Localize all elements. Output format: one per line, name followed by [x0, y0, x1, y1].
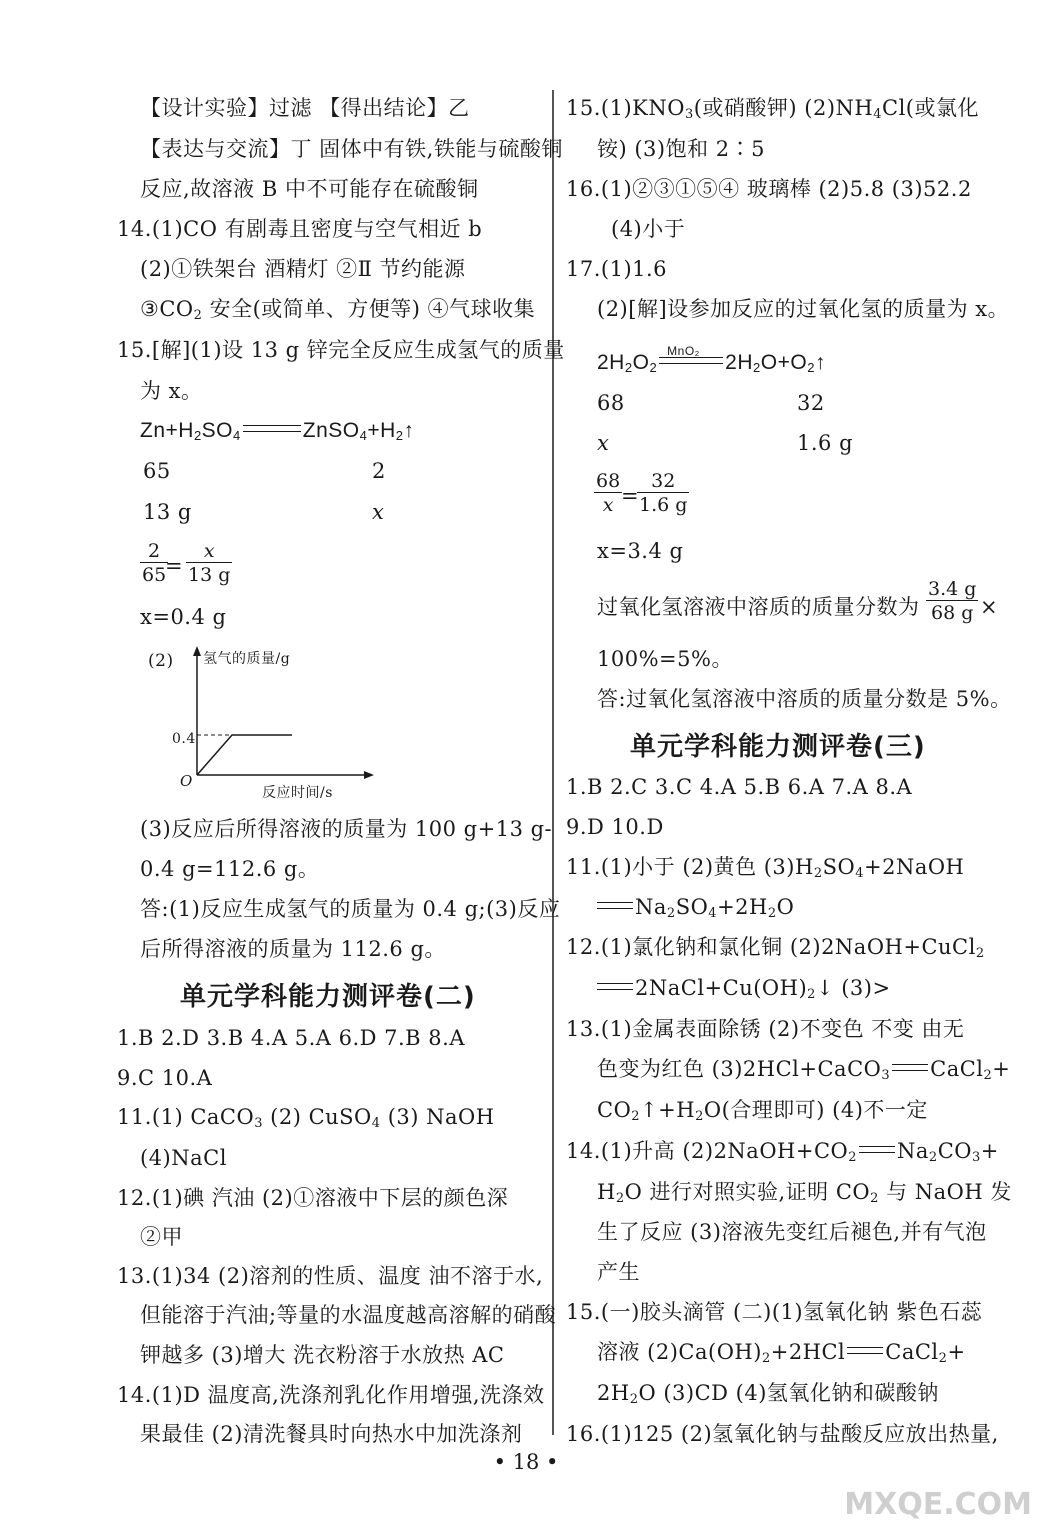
graph-label: (2): [148, 651, 174, 671]
equals-sign: [597, 983, 633, 990]
fraction-68-x: $\frac{68}{x}$: [596, 470, 621, 516]
unknown-x-right: x: [597, 431, 610, 455]
r17-line-2: (2)[解]设参加反应的过氧化氢的质量为 x。: [597, 297, 1010, 321]
q15-3-line-1: (3)反应后所得溶液的质量为 100 g+13 g-: [140, 817, 553, 841]
r16-line-1: 16.(1)②③①⑤④ 玻璃棒 (2)5.8 (3)52.2: [566, 177, 972, 201]
r12-line-2: $2NaCl+Cu(OH)_2↓$ (3)>: [597, 975, 891, 1008]
equals-sign: [243, 425, 301, 432]
r15-line-1: $15.(1)KNO_3$(或硝酸钾) $(2)NH_4Cl$(或氯化: [566, 96, 979, 122]
q11-line-2: (4)NaCl: [140, 1146, 227, 1170]
r16-line-2: (4)小于: [611, 217, 686, 241]
section-heading-3: 单元学科能力测评卷(三): [630, 732, 926, 762]
r13-line-2: 色变为红色 (3)2HCl+CaCO$_3$ CaCl$_2$+: [597, 1057, 1011, 1083]
q12-line-2: ②甲: [140, 1225, 183, 1249]
fraction-2-65: $\frac{2}{65}$: [142, 540, 167, 586]
equals-right: =: [621, 484, 640, 508]
q15-3-line-2: 0.4 g=112.6 g。: [140, 857, 320, 881]
y-axis-arrow: [193, 646, 201, 656]
mass-16g: 1.6 g: [797, 431, 854, 455]
mc3-answers-2: 9.D 10.D: [566, 815, 664, 839]
q13-line-1: 13.(1)34 (2)溶剂的性质、温度 油不溶于水,: [117, 1264, 544, 1288]
expression-line-2: 反应,故溶液 B 中不可能存在硫酸铜: [140, 177, 479, 201]
fraction-32-16g: $\frac{32}{1.6 g}$: [639, 470, 688, 516]
r11-line-2: $Na_2SO_4+2H_2O$: [597, 894, 794, 927]
q14-line-3: $③CO_2$ 安全(或简单、方便等) ④气球收集: [140, 297, 536, 323]
q15-line-1: 15.[解](1)设 13 g 锌完全反应生成氢气的质量: [117, 338, 565, 362]
r14-line-3: 生了反应 (3)溶液先变红后褪色,并有气泡: [597, 1220, 987, 1244]
catalyst-equals: MnO₂: [659, 357, 723, 364]
q14b-line-2: 果最佳 (2)清洗餐具时向热水中加洗涤剂: [140, 1422, 523, 1446]
r11-line-1: 11.(1)小于 (2)黄色 $(3)H_2SO_4+2NaOH$: [566, 855, 965, 881]
column-divider: [552, 90, 554, 1435]
q12-line-1: 12.(1)碘 汽油 (2)①溶液中下层的颜色深: [117, 1186, 509, 1210]
answer-line-1: 答:(1)反应生成氢气的质量为 0.4 g;(3)反应: [140, 897, 561, 921]
equals-sign: [859, 1146, 895, 1153]
graph-x-label: 反应时间/s: [262, 785, 333, 801]
r13-line-3: $CO_2↑+H_2O$(合理即可) (4)不一定: [597, 1098, 928, 1124]
q14-line-1: 14.(1)CO 有剧毒且密度与空气相近 b: [117, 217, 483, 241]
equals-sign: [597, 902, 633, 909]
mc3-answers-1: 1.B 2.C 3.C 4.A 5.B 6.A 7.A 8.A: [566, 775, 913, 799]
percent-result: 100%=5%。: [597, 647, 733, 671]
q11-line: 11.(1) CaCO$_3$ (2) CuSO$_4$ (3) NaOH: [117, 1105, 495, 1131]
zinc-equation: $Zn+H_2SO_4$ $ZnSO_4+H_2↑$: [140, 419, 415, 443]
percent-line: 过氧化氢溶液中溶质的质量分数为: [597, 595, 920, 619]
q14b-line-1: 14.(1)D 温度高,洗涤剂乳化作用增强,洗涤效: [117, 1383, 545, 1407]
ratio-2: 2: [372, 459, 386, 483]
fraction-34g-68g: $\frac{3.4 g}{68 g}$: [928, 578, 977, 624]
ratio-65: 65: [143, 459, 171, 483]
mass-13g: 13 g: [143, 500, 192, 524]
r15b-line-1: 15.(一)胶头滴管 (二)(1)氢氧化钠 紫色石蕊: [566, 1300, 983, 1324]
answer-line-2: 后所得溶液的质量为 112.6 g。: [140, 937, 446, 961]
r14-line-1: 14.(1)升高 $(2)2NaOH+CO_2$ $Na_2CO_3+$: [566, 1139, 999, 1165]
graph-y-label: 氢气的质量/g: [203, 651, 291, 667]
result-x: x=0.4 g: [140, 605, 227, 629]
r12-line-1: 12.(1)氯化钠和氯化铜 (2)2NaOH+CuCl$_2$: [566, 935, 985, 961]
q15-line-2: 为 x。: [140, 379, 203, 403]
unknown-x: x: [372, 500, 385, 524]
q14-line-2: (2)①铁架台 酒精灯 ②Ⅱ 节约能源: [140, 257, 466, 281]
graph-tick-04: 0.4: [172, 731, 196, 747]
r15b-line-3: $2H_2O$ (3)CD (4)氢氧化钠和碳酸钠: [597, 1381, 939, 1407]
q13-line-2: 但能溶于汽油;等量的水温度越高溶解的硝酸: [140, 1303, 557, 1327]
watermark-logo: MXQE.COM: [844, 1487, 1032, 1522]
equals: =: [165, 554, 184, 578]
ratio-32: 32: [797, 391, 825, 415]
page-number: • 18 •: [493, 1450, 559, 1474]
q13-line-3: 钾越多 (3)增大 洗衣粉溶于水放热 AC: [140, 1343, 505, 1367]
section-heading-2: 单元学科能力测评卷(二): [180, 982, 476, 1012]
r16b-line: 16.(1)125 (2)氢氧化钠与盐酸反应放出热量,: [566, 1422, 999, 1446]
result-x-right: x=3.4 g: [597, 539, 684, 563]
x-axis-arrow: [364, 771, 374, 779]
data-line: [197, 735, 292, 775]
times-sign: ×: [980, 595, 999, 619]
r13-line-1: 13.(1)金属表面除锈 (2)不变色 不变 由无: [566, 1017, 965, 1041]
fraction-x-13g: $\frac{x}{13 g}$: [188, 540, 231, 586]
expression-line: 【表达与交流】丁 固体中有铁,铁能与硫酸铜: [140, 137, 563, 161]
r15-line-2: 铵) (3)饱和 2∶5: [597, 137, 766, 161]
mc-answers-2: 9.C 10.A: [117, 1066, 213, 1090]
graph-origin: O: [180, 772, 193, 790]
design-experiment-line: 【设计实验】过滤 【得出结论】乙: [140, 96, 470, 120]
answer-right: 答:过氧化氢溶液中溶质的质量分数是 5%。: [597, 687, 1012, 711]
r15b-line-2: 溶液 $(2)Ca(OH)_2+2HCl$ CaCl$_2$+: [597, 1340, 966, 1366]
equals-sign: [847, 1347, 883, 1354]
r17-line-1: 17.(1)1.6: [566, 257, 668, 281]
mc-answers-1: 1.B 2.D 3.B 4.A 5.A 6.D 7.B 8.A: [117, 1026, 465, 1050]
peroxide-equation: $2H_2O_2$ MnO₂ $2H_2O+O_2↑$: [597, 344, 826, 375]
ratio-68: 68: [597, 391, 625, 415]
equals-sign: [892, 1064, 928, 1071]
r14-line-2: $H_2O$ 进行对照实验,证明 $CO_2$ 与 NaOH 发: [597, 1180, 1012, 1206]
r14-line-4: 产生: [597, 1260, 640, 1284]
